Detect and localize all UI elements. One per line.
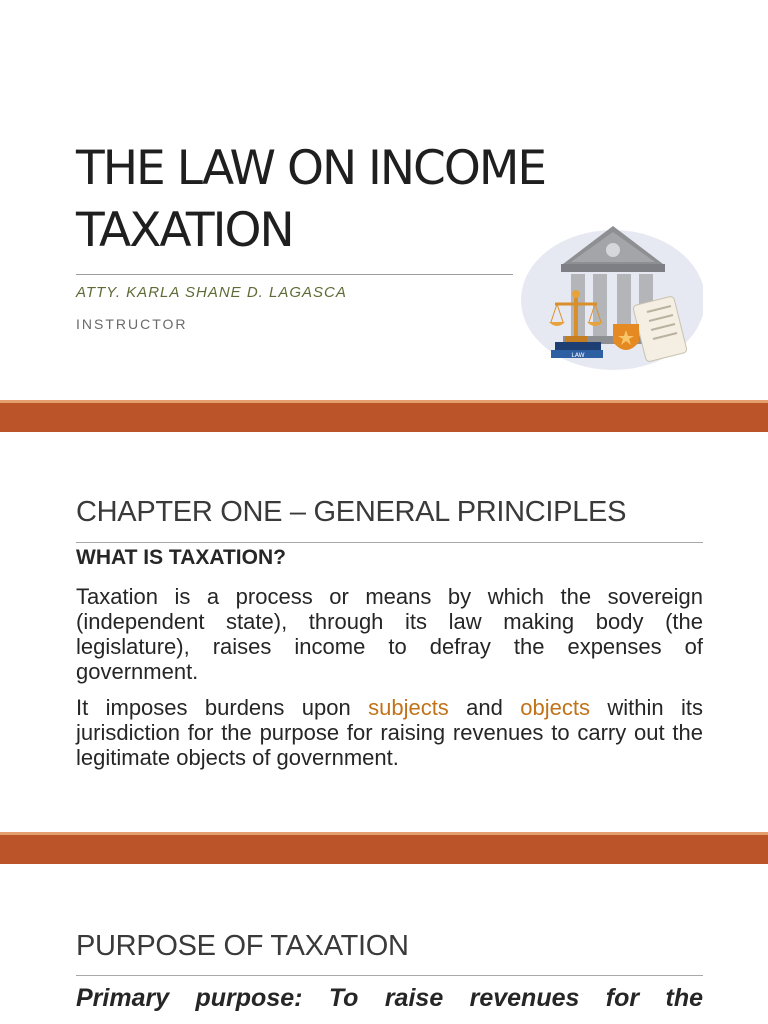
law-illustration <box>513 200 703 380</box>
chapter-heading: CHAPTER ONE – GENERAL PRINCIPLES <box>76 496 627 528</box>
taxation-definition-paragraph: Taxation is a process or means by which the sovereign (independent state), through its law making body (the legislature), raises income to defray the expenses of government. <box>76 584 703 684</box>
books-label: LAW <box>571 352 585 359</box>
primary-purpose-text: Primary purpose: To raise revenues for the <box>76 984 703 1012</box>
para2-text-end: within its jurisdiction for the purpose for raising revenues to carry out the legitimate objects of government. <box>76 695 703 770</box>
objects-highlight: objects <box>520 695 590 720</box>
title-slide <box>0 0 768 400</box>
title-divider <box>76 274 513 275</box>
slide-divider-band-2 <box>0 832 768 864</box>
purpose-slide <box>0 864 768 1024</box>
para2-text-and: and <box>448 695 521 720</box>
subjects-highlight: subjects <box>368 695 449 720</box>
para2-text-start: It imposes burdens upon <box>76 695 369 720</box>
heading-divider <box>76 542 703 543</box>
title-line-1: THE LAW ON INCOME <box>76 141 546 196</box>
general-principles-slide <box>0 432 768 832</box>
purpose-heading-divider <box>76 975 703 976</box>
purpose-heading: PURPOSE OF TAXATION <box>76 930 409 962</box>
title-line-2: TAXATION <box>76 203 293 258</box>
taxation-burdens-paragraph <box>76 695 703 770</box>
law-books-icon <box>551 342 603 359</box>
section-subheading: WHAT IS TAXATION? <box>76 546 286 569</box>
author-name: ATTY. KARLA SHANE D. LAGASCA <box>76 284 347 301</box>
roof-emblem <box>606 243 620 257</box>
slide-divider-band <box>0 400 768 432</box>
author-role: INSTRUCTOR <box>76 316 188 332</box>
